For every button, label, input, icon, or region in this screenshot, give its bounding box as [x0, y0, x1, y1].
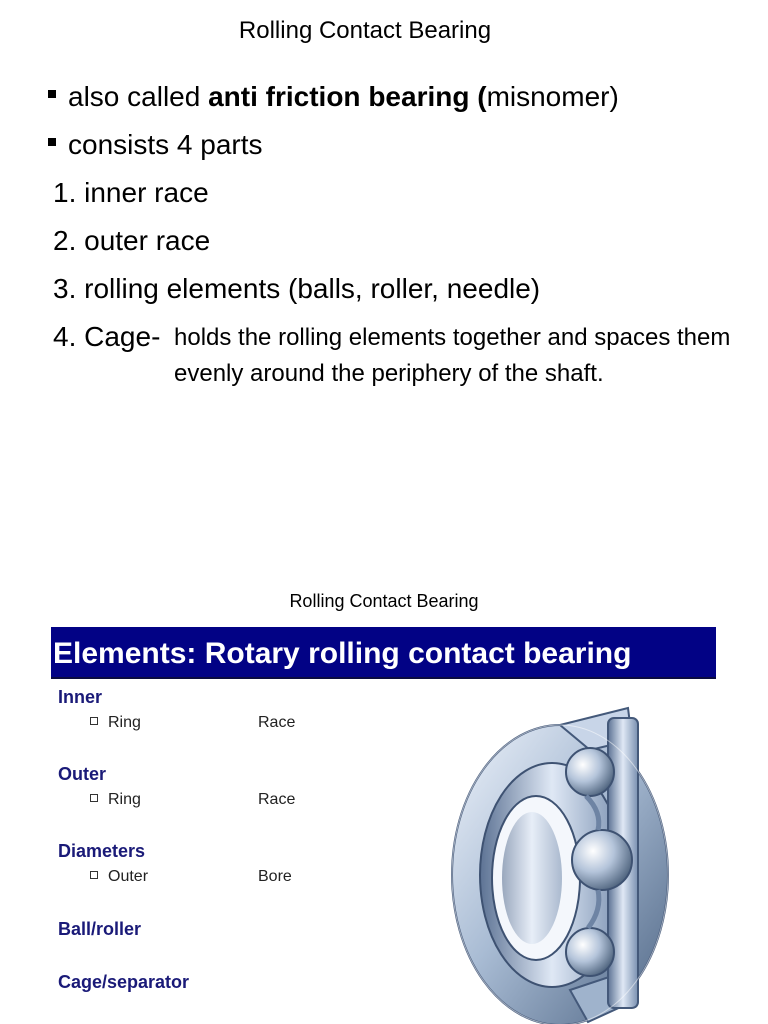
ball-bearing-illustration-icon	[440, 700, 740, 1024]
term-inner: Race	[258, 714, 296, 731]
checkbox-square-icon	[90, 871, 98, 879]
sub-item-label: Ring	[108, 791, 141, 808]
bullet-consists	[48, 128, 263, 162]
term-outer: Race	[258, 791, 296, 808]
list-item-rolling-elements: 3. rolling elements (balls, roller, needle)	[53, 273, 541, 304]
checkbox-square-icon	[90, 794, 98, 802]
list-item-inner-race: 1. inner race	[53, 177, 209, 208]
sub-item-diameters	[90, 867, 148, 887]
heading-outer: Outer	[58, 764, 107, 784]
heading-ball-roller: Ball/roller	[58, 919, 142, 939]
slide2-caption: Rolling Contact Bearing	[289, 591, 479, 611]
heading-inner: Inner	[58, 687, 103, 707]
bullet-square-icon	[48, 138, 56, 146]
sub-item-inner	[90, 713, 141, 733]
heading-diameters: Diameters	[58, 841, 146, 861]
sub-item-label: Ring	[108, 714, 141, 731]
slide-title: Rolling Contact Bearing	[238, 17, 492, 44]
banner-title: Elements: Rotary rolling contact bearing	[53, 637, 632, 670]
list-item-outer-race: 2. outer race	[53, 225, 211, 256]
checkbox-square-icon	[90, 717, 98, 725]
elements-banner	[51, 627, 716, 679]
list-item-cage-label: 4. Cage-	[53, 321, 161, 352]
sub-item-outer	[90, 790, 141, 810]
cage-description: holds the rolling elements together and spaces them evenly around the periphery of the shaft.	[174, 324, 731, 387]
bullet1-prefix: also called	[68, 81, 209, 112]
bullet2-text: consists 4 parts	[68, 129, 263, 160]
sub-item-label: Outer	[108, 868, 149, 885]
bullet1-suffix: misnomer)	[486, 81, 619, 112]
heading-cage-separator: Cage/separator	[58, 972, 190, 992]
bullet1-bold: anti friction bearing (	[208, 81, 487, 112]
term-diameters: Bore	[258, 868, 292, 885]
bullet-square-icon	[48, 90, 56, 98]
bullet-anti-friction	[48, 80, 619, 114]
